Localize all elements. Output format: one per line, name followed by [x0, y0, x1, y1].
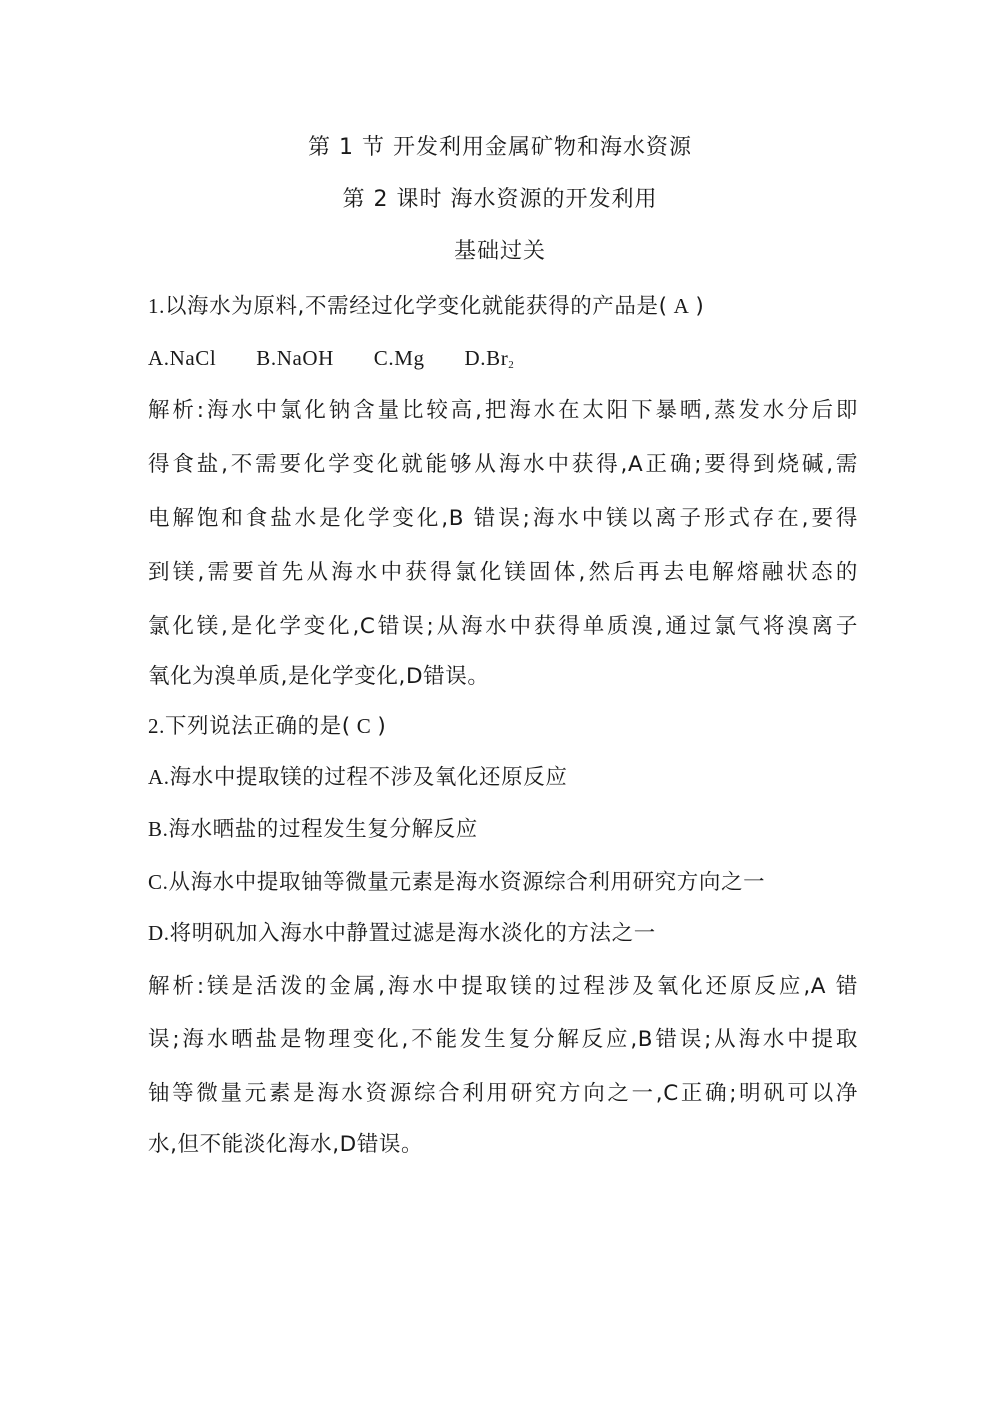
analysis-line: 氯化镁,是化学变化,C错误;从海水中获得单质溴,通过氯气将溴离子: [148, 614, 858, 639]
option-c: C.Mg: [373, 346, 425, 370]
option-c: C.从海水中提取铀等微量元素是海水资源综合利用研究方向之一: [148, 870, 766, 895]
analysis-line: 电解饱和食盐水是化学变化,B 错误;海水中镁以离子形式存在,要得: [148, 506, 858, 531]
question-1-stem: [148, 291, 858, 322]
analysis-line: 氧化为溴单质,是化学变化,D错误。: [148, 664, 490, 689]
analysis-line: 水,但不能淡化海水,D错误。: [148, 1132, 424, 1157]
analysis-line: 解析:镁是活泼的金属,海水中提取镁的过程涉及氧化还原反应,A 错: [148, 974, 858, 999]
question-close: ): [377, 714, 387, 739]
section-subtitle: 基础过关: [453, 239, 546, 264]
question-text: 下列说法正确的是(: [164, 714, 351, 739]
analysis-line: 铀等微量元素是海水资源综合利用研究方向之一,C正确;明矾可以净: [148, 1081, 858, 1106]
question-number: 2.: [148, 714, 165, 738]
question-close: ): [695, 294, 705, 319]
answer-choice: C: [356, 714, 372, 738]
answer-choice: A: [673, 294, 690, 318]
question-2-stem: [148, 711, 858, 742]
analysis-line: 到镁,需要首先从海水中获得氯化镁固体,然后再去电解熔融状态的: [148, 560, 858, 585]
question-number: 1.: [148, 294, 165, 318]
option-d: D.将明矾加入海水中静置过滤是海水淡化的方法之一: [148, 921, 656, 946]
analysis-line: 误;海水晒盐是物理变化,不能发生复分解反应,B错误;从海水中提取: [148, 1027, 858, 1052]
option-b: B.NaOH: [256, 346, 334, 370]
question-1-options: [148, 343, 858, 380]
analysis-line: 得食盐,不需要化学变化就能够从海水中获得,A正确;要得到烧碱,需: [148, 452, 858, 477]
option-a: A.海水中提取镁的过程不涉及氧化还原反应: [148, 765, 568, 790]
option-d: $D.Br_2$: [464, 346, 515, 371]
question-text: 以海水为原料,不需经过化学变化就能获得的产品是(: [164, 294, 668, 319]
option-a: A.NaCl: [148, 346, 217, 370]
lesson-title: 第 2 课时 海水资源的开发利用: [342, 187, 658, 212]
section-title: 第 1 节 开发利用金属矿物和海水资源: [308, 135, 692, 160]
analysis-line: 解析:海水中氯化钠含量比较高,把海水在太阳下暴晒,蒸发水分后即: [148, 398, 858, 423]
option-b: B.海水晒盐的过程发生复分解反应: [148, 817, 478, 842]
